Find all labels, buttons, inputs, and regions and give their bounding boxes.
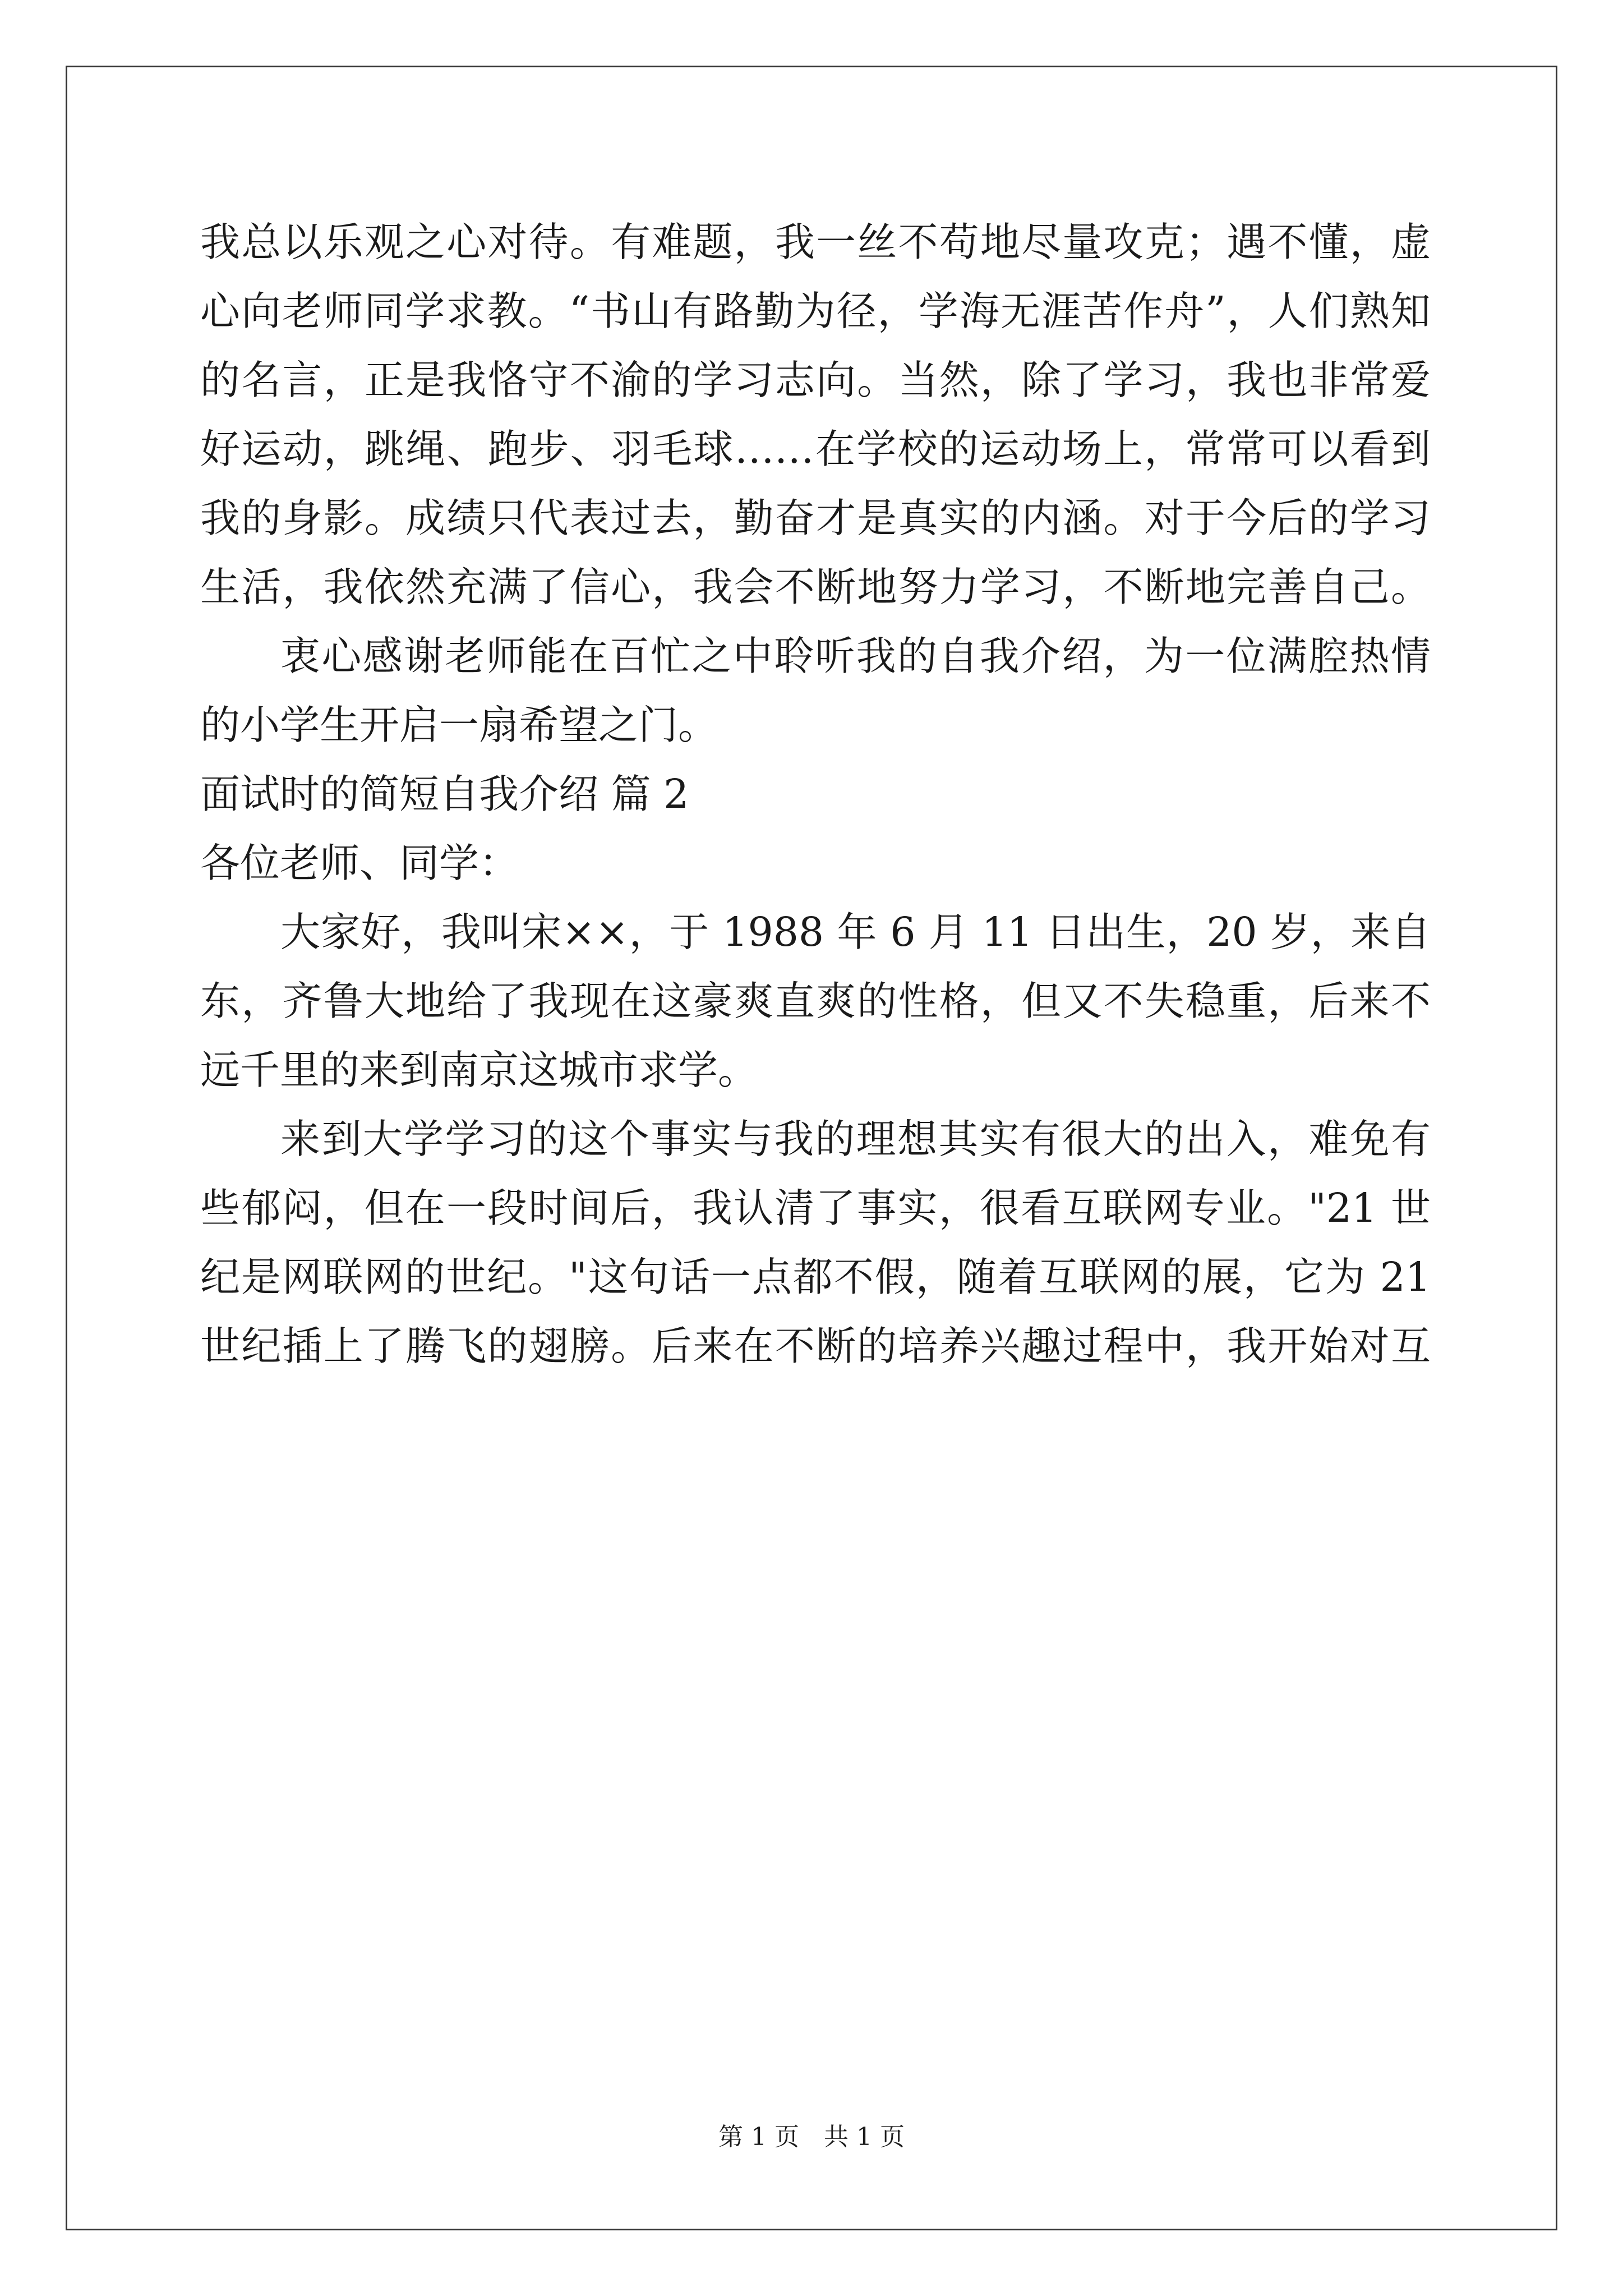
text-line: 的小学生开启一扇希望之门。 bbox=[200, 702, 718, 748]
document-body bbox=[200, 208, 1431, 1381]
section-heading: 面试时的简短自我介绍 篇 2 bbox=[200, 771, 689, 817]
text-line: 的名言，正是我恪守不渝的学习志向。当然，除了学习，我也非常爱 bbox=[200, 357, 1431, 403]
text-line: 东，齐鲁大地给了我现在这豪爽直爽的性格，但又不失稳重，后来不 bbox=[200, 978, 1431, 1024]
text-line: 我的身影。成绩只代表过去，勤奋才是真实的内涵。对于今后的学习 bbox=[200, 495, 1431, 541]
text-line: 生活，我依然充满了信心，我会不断地努力学习，不断地完善自己。 bbox=[200, 564, 1431, 610]
text-line: 些郁闷，但在一段时间后，我认清了事实，很看互联网专业。"21 世 bbox=[200, 1185, 1431, 1231]
text-line: 好运动，跳绳、跑步、羽毛球……在学校的运动场上，常常可以看到 bbox=[200, 426, 1431, 472]
text-line: 衷心感谢老师能在百忙之中聆听我的自我介绍，为一位满腔热情 bbox=[280, 633, 1431, 679]
text-line: 世纪插上了腾飞的翅膀。后来在不断的培养兴趣过程中，我开始对互 bbox=[200, 1323, 1431, 1369]
text-line: 心向老师同学求教。“书山有路勤为径，学海无涯苦作舟”，人们熟知 bbox=[200, 288, 1431, 334]
text-line: 大家好，我叫宋××，于 1988 年 6 月 11 日出生，20 岁，来自 bbox=[280, 909, 1431, 955]
text-line: 远千里的来到南京这城市求学。 bbox=[200, 1047, 758, 1093]
salutation: 各位老师、同学： bbox=[200, 840, 519, 886]
page-number: 第 1 页 共 1 页 bbox=[718, 2123, 905, 2151]
text-line: 纪是网联网的世纪。"这句话一点都不假，随着互联网的展，它为 21 bbox=[200, 1254, 1431, 1300]
text-line: 来到大学学习的这个事实与我的理想其实有很大的出入，难免有 bbox=[280, 1116, 1431, 1162]
text-line: 我总以乐观之心对待。有难题，我一丝不苟地尽量攻克；遇不懂，虚 bbox=[200, 219, 1431, 265]
